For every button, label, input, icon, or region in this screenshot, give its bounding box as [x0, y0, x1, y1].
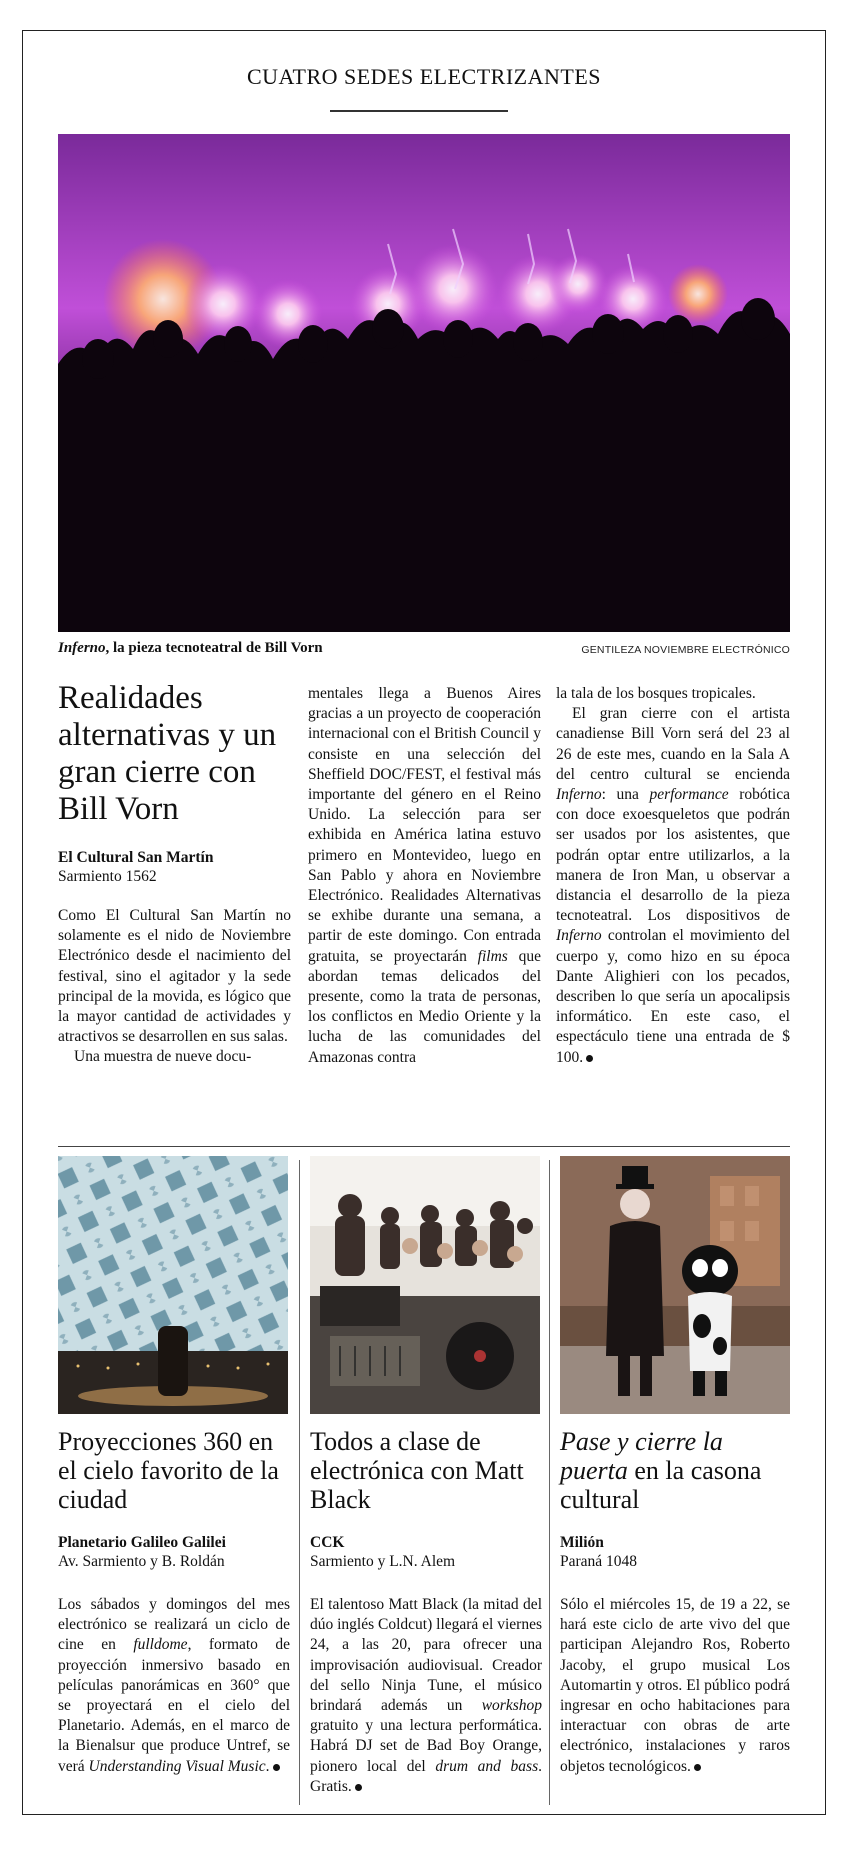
performers-photo [560, 1156, 790, 1414]
text-run: controlan el movimiento del cuerpo y, como hizo en su época Dante Alighieri con los pecados, describen lo que sería un apocalipsis informático. En este caso, el espectáculo tiene una entrada de $ 100. [556, 927, 790, 1066]
text-run: robótica con doce exoesqueletos que podrán ser usados por los asistentes, que podrán optar entre utilizarlos, a la manera de Iron Man, u observar a distancia el desarrollo de la pieza tecnoteatral. Los dispositivos de [556, 786, 790, 925]
text-run-em: films [477, 947, 508, 965]
text-run: : una [601, 786, 650, 804]
headline-rest: en la casona cultural [560, 1456, 762, 1514]
section-divider [58, 1146, 790, 1147]
text-run-em: performance [649, 786, 729, 804]
hero-photo [58, 134, 790, 632]
text-run-em: Inferno [556, 927, 602, 945]
text-run: , formato de proyección inmersivo basado en películas panorámicas en 360° que se proyectará en el cielo del Planetario. Además, en el marco de la Bienalsur que produce Untref, se verá [58, 1636, 290, 1775]
column-divider [549, 1160, 550, 1805]
article-2-body [310, 1595, 542, 1797]
end-bullet [355, 1784, 362, 1791]
text-run: que abordan temas delicados del presente, como la trata de personas, los conflictos en Medio Oriente y la lucha de las comunidades del Amazonas contra [308, 947, 541, 1066]
venue-name: CCK [310, 1534, 345, 1551]
caption-rest: , la pieza tecnoteatral de Bill Vorn [105, 640, 323, 656]
title-rule [330, 110, 508, 112]
end-bullet [273, 1764, 280, 1771]
main-venue [58, 848, 298, 886]
main-column-1 [58, 906, 291, 1068]
end-bullet [694, 1764, 701, 1771]
article-2-venue [310, 1533, 542, 1571]
workshop-photo [310, 1156, 540, 1414]
headline-em: Pase y cierre la puerta [560, 1427, 723, 1485]
paragraph: Como El Cultural San Martín no solamente es el nido de Noviembre Electrónico desde el nacimiento del festival, sino el agitador y la sede principal de la movida, es lógico que la mayor cantidad de actividades y atractivos se desarrollen en sus salas. [58, 907, 291, 1046]
text-run: El talentoso Matt Black (la mitad del dúo inglés Coldcut) llegará el viernes 24, a las 20, para ofrecer una improvisación audiovisual. Creador del sello Ninja Tune, el músico brindará además un [310, 1596, 543, 1715]
venue-address: Av. Sarmiento y B. Roldán [58, 1553, 225, 1570]
paragraph [58, 1595, 290, 1777]
main-headline: Realidades alternativas y un gran cierre con Bill Vorn [58, 680, 277, 827]
paragraph: Una muestra de nueve docu- [74, 1048, 252, 1066]
article-1-venue [58, 1533, 290, 1571]
venue-address: Sarmiento 1562 [58, 868, 157, 885]
main-column-3 [556, 684, 790, 1068]
paragraph [310, 1595, 542, 1797]
article-3-body [560, 1595, 790, 1777]
text-run: Los sábados y domingos del mes electrónico se realizará un ciclo de cine en [58, 1596, 290, 1654]
text-run-em: Inferno [556, 786, 602, 804]
text-run: . Gratis. [310, 1757, 542, 1795]
text-run-em: drum and bass [435, 1757, 539, 1775]
planetarium-photo [58, 1156, 288, 1414]
text-run: mentales llega a Buenos Aires gracias a un proyecto de cooperación internacional con el British Council y consiste en una selección del Sheffield DOC/FEST, el festival más importante del género en el Reino Unido. La selección para ser exhibida en América latina estuvo primero en Montevideo, luego en San Pablo y ahora en Noviembre Electrónico. Realidades Alternativas se exhibe durante una semana, a partir de este domingo. Con entrada gratuita, se proyectarán [308, 685, 541, 965]
caption-title: Inferno [58, 640, 106, 656]
article-1-headline: Proyecciones 360 en el cielo favorito de la ciudad [58, 1427, 279, 1514]
article-2-headline: Todos a clase de electrónica con Matt Black [310, 1427, 524, 1514]
paragraph [556, 704, 790, 1068]
paragraph [560, 1595, 790, 1777]
end-bullet [586, 1055, 593, 1062]
text-run: gratuito y una lectura performática. Habrá DJ set de Bad Boy Orange, pionero local del [310, 1717, 542, 1775]
text-run: . [265, 1757, 270, 1775]
text-run-em: workshop [481, 1697, 542, 1715]
main-column-2 [308, 684, 541, 1068]
paragraph: la tala de los bosques tropicales. [556, 685, 756, 702]
section-title: CUATRO SEDES ELECTRIZANTES [247, 64, 601, 89]
venue-name: Milión [560, 1534, 604, 1551]
text-run-em: fulldome [133, 1636, 188, 1654]
column-divider [299, 1160, 300, 1805]
text-run-em: Understanding Visual Music [88, 1757, 266, 1775]
article-3-venue [560, 1533, 792, 1571]
text-run: Sólo el miércoles 15, de 19 a 22, se hará este ciclo de arte vivo del que participan Alejandro Ros, Roberto Jacoby, el grupo musical Los Automartin y otros. El público podrá ingresar en ocho habitaciones para interactuar con obras de arte electrónico, instalaciones y raros objetos tecnológicos. [560, 1596, 790, 1775]
photo-credit: GENTILEZA NOVIEMBRE ELECTRÓNICO [581, 644, 790, 656]
article-3-headline [560, 1427, 792, 1514]
venue-name: El Cultural San Martín [58, 849, 214, 866]
paragraph [308, 684, 541, 1068]
article-1-body [58, 1595, 290, 1777]
text-run: El gran cierre con el artista canadiense Bill Vorn será del 23 al 26 de este mes, cuando en la Sala A del centro cultural se encienda [556, 705, 790, 783]
venue-address: Sarmiento y L.N. Alem [310, 1553, 456, 1570]
hero-caption [58, 640, 323, 657]
venue-address: Paraná 1048 [560, 1553, 638, 1570]
venue-name: Planetario Galileo Galilei [58, 1534, 226, 1551]
